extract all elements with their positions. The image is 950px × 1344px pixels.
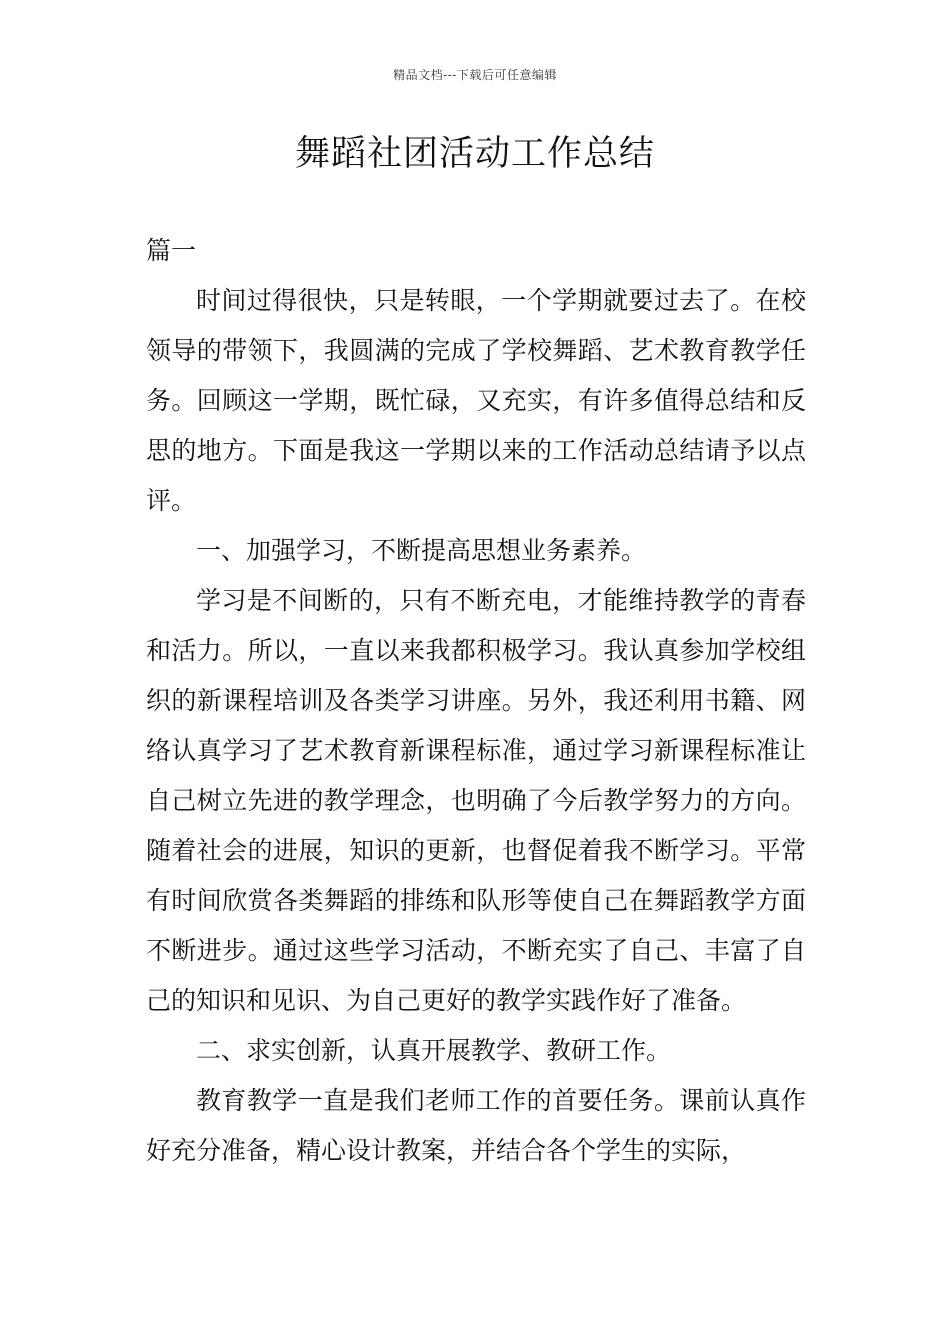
- paragraph: 学习是不间断的，只有不断充电，才能维持教学的青春和活力。所以，一直以来我都积极学习。我认真参加学校组织的新课程培训及各类学习讲座。另外，我还利用书籍、网络认真学习了艺术教育新课程标准，通过学习新课程标准让自己树立先进的教学理念，也明确了今后教学努力的方向。随着社会的进展，知识的更新，也督促着我不断学习。平常有时间欣赏各类舞蹈的排练和队形等使自己在舞蹈教学方面不断进步。通过这些学习活动，不断充实了自己、丰富了自己的知识和见识、为自己更好的教学实践作好了准备。: [146, 586, 806, 1015]
- paragraph-section-label: 篇一: [146, 236, 197, 265]
- section-heading: 二、求实创新，认真开展教学、教研工作。: [196, 1036, 672, 1065]
- paragraph: 时间过得很快，只是转眼，一个学期就要过去了。在校领导的带领下，我圆满的完成了学校舞蹈、艺术教育教学任务。回顾这一学期，既忙碌，又充实，有许多值得总结和反思的地方。下面是我这一学期以来的工作活动总结请予以点评。: [146, 286, 806, 515]
- paragraph: 教育教学一直是我们老师工作的首要任务。课前认真作好充分准备，精心设计教案，并结合各个学生的实际，: [146, 1086, 806, 1165]
- section-heading: 一、加强学习，不断提高思想业务素养。: [196, 536, 647, 565]
- document-title: 舞蹈社团活动工作总结: [294, 134, 655, 174]
- document-body: [146, 226, 806, 1176]
- header-note: 精品文档---下载后可任意编辑: [393, 68, 557, 82]
